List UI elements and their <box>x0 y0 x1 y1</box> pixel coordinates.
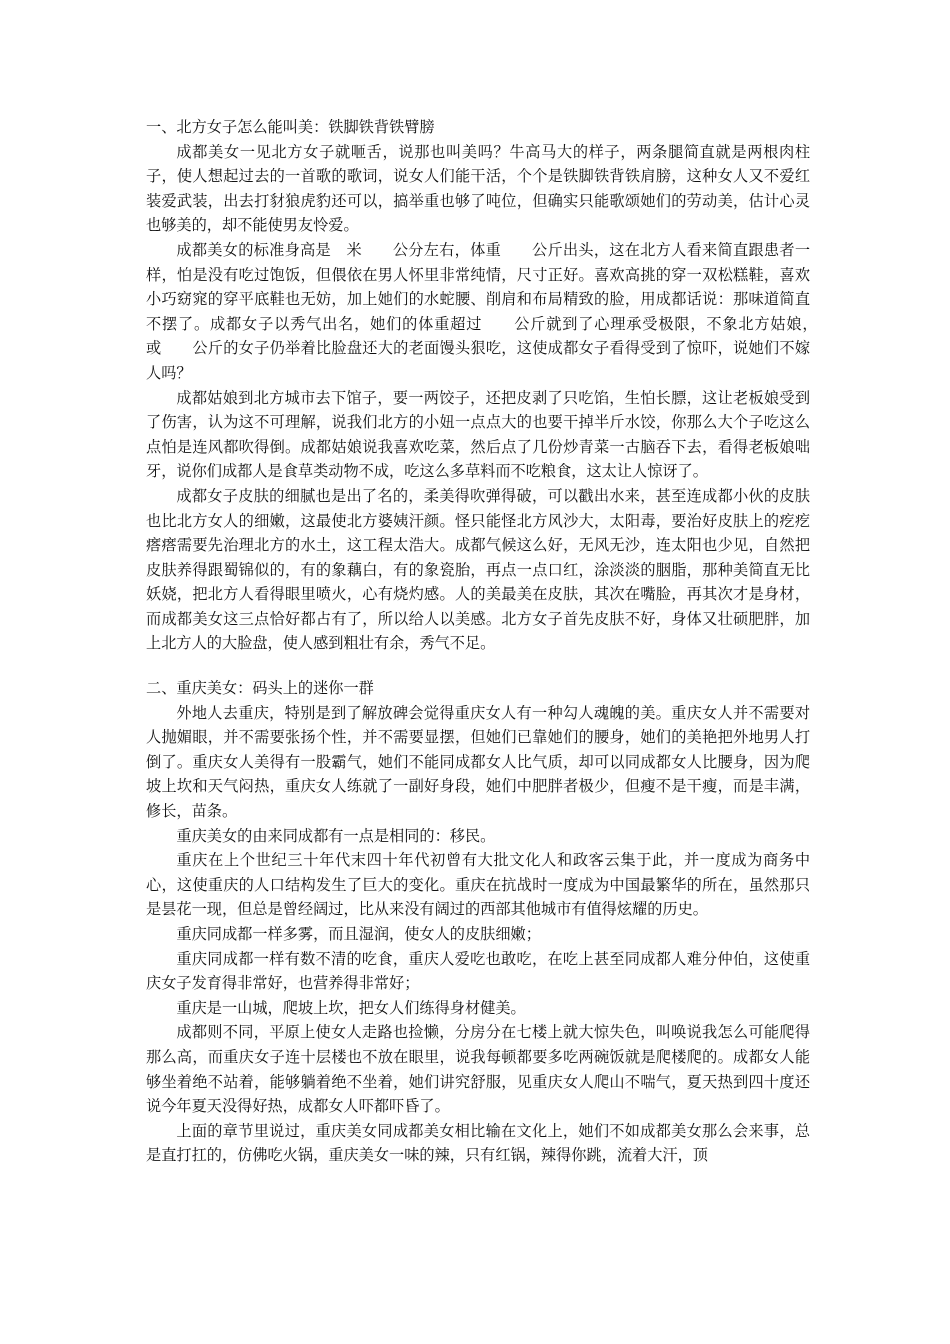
paragraph: 成都女子皮肤的细腻也是出了名的，柔美得吹弹得破，可以戳出水来，甚至连成都小伙的皮肤也比北方女人的细嫩，这最使北方婆姨汗颜。怪只能怪北方风沙大，太阳毒，要治好皮肤上的疙疙瘩瘩需要先治理北方的水土，这工程太浩大。成都气候这么好，无风无沙，连太阳也少见，自然把皮肤养得跟蜀锦似的，有的象藕白，有的象瓷胎，再点一点口红，涂淡淡的胭脂，那种美简直无比妖娆，把北方人看得眼里喷火，心有烧灼感。人的美最美在皮肤，其次在嘴脸，再其次才是身材，而成都美女这三点恰好都占有了，所以给人以美感。北方女子首先皮肤不好，身体又壮硕肥胖，加上北方人的大脸盘，使人感到粗壮有余，秀气不足。 <box>146 486 810 653</box>
section-heading: 二、重庆美女：码头上的迷你一群 <box>146 679 374 698</box>
paragraph: 重庆美女的由来同成都有一点是相同的：移民。 <box>176 826 496 845</box>
paragraph: 成都美女的标准身高是 米 公分左右，体重 公斤出头，这在北方人看来简直跟患者一样，怕是没有吃过饱饭，但偎依在男人怀里非常纯情，尺寸正好。喜欢高挑的穿一双松糕鞋，喜欢小巧窈窕的穿平底鞋也无妨，加上她们的水蛇腰、削肩和布局精致的脸，用成都话说：那味道简直不摆了。成都女子以秀气出名，她们的体重超过 公斤就到了心理承受极限，不象北方姑娘， 或 公斤的女子仍举着比脸盘还大的老面馒头狠吃，这使成都女子看得受到了惊吓，说她们不嫁人吗？ <box>146 240 841 382</box>
paragraph: 重庆同成都一样多雾，而且湿润，使女人的皮肤细嫩； <box>176 925 541 943</box>
paragraph: 上面的章节里说过，重庆美女同成都美女相比输在文化上，她们不如成都美女那么会来事，总是直打扛的，仿佛吃火锅，重庆美女一味的辣，只有红锅，辣得你跳，流着大汗，顶 <box>146 1121 810 1165</box>
paragraph: 成都美女一见北方女子就咂舌，说那也叫美吗？牛高马大的样子，两条腿简直就是两根肉柱子，使人想起过去的一首歌的歌词，说女人们能干活，个个是铁脚铁背铁肩膀，这种女人又不爱红装爱武装，出去打豺狼虎豹还可以，搞举重也够了吨位，但确实只能歌颂她们的劳动美，估计心灵也够美的，却不能使男友怜爱。 <box>146 142 810 235</box>
section-heading: 一、北方女子怎么能叫美：铁脚铁背铁臂膀 <box>146 118 435 136</box>
paragraph: 成都姑娘到北方城市去下馆子，要一两饺子，还把皮剥了只吃馅，生怕长膘，这让老板娘受到了伤害，认为这不可理解，说我们北方的小妞一点点大的也要干掉半斤水饺，你那么大个子吃这么点怕是连风都吹得倒。成都姑娘说我喜欢吃菜，然后点了几份炒青菜一古脑吞下去，看得老板娘咄牙，说你们成都人是食草类动物不成，吃这么多草料而不吃粮食，这太让人惊讶了。 <box>146 388 810 481</box>
paragraph: 重庆同成都一样有数不清的吃食，重庆人爱吃也敢吃，在吃上甚至同成都人难分仲伯，这使重庆女子发育得非常好，也营养得非常好； <box>146 949 810 993</box>
paragraph: 重庆在上个世纪三十年代末四十年代初曾有大批文化人和政客云集于此，并一度成为商务中心，这使重庆的人口结构发生了巨大的变化。重庆在抗战时一度成为中国最繁华的所在，虽然那只是昙花一现，但总是曾经阔过，比从来没有阔过的西部其他城市有值得炫耀的历史。 <box>146 851 810 919</box>
paragraph: 外地人去重庆，特别是到了解放碑会觉得重庆女人有一种勾人魂魄的美。重庆女人并不需要对人抛媚眼，并不需要张扬个性，并不需要显摆，但她们已靠她们的腰身，她们的美艳把外地男人打倒了。重庆女人美得有一股霸气，她们不能同成都女人比气质，却可以同成都女人比腰身，因为爬坡上坎和天气闷热，重庆女人练就了一副好身段，她们中肥胖者极少，但瘦不是干瘦，而是丰满，修长，苗条。 <box>146 703 810 821</box>
paragraph: 重庆是一山城，爬坡上坎，把女人们练得身材健美。 <box>176 998 526 1017</box>
section-spacer <box>146 656 810 676</box>
document-body <box>146 115 841 1168</box>
paragraph: 成都则不同，平原上使女人走路也捡懒，分房分在七楼上就大惊失色，叫唤说我怎么可能爬得那么高，而重庆女子连十层楼也不放在眼里，说我每顿都要多吃两碗饭就是爬楼爬的。成都女人能够坐着绝不站着，能够躺着绝不坐着，她们讲究舒服，见重庆女人爬山不喘气，夏天热到四十度还说今年夏天没得好热，成都女人吓都吓昏了。 <box>146 1023 810 1116</box>
